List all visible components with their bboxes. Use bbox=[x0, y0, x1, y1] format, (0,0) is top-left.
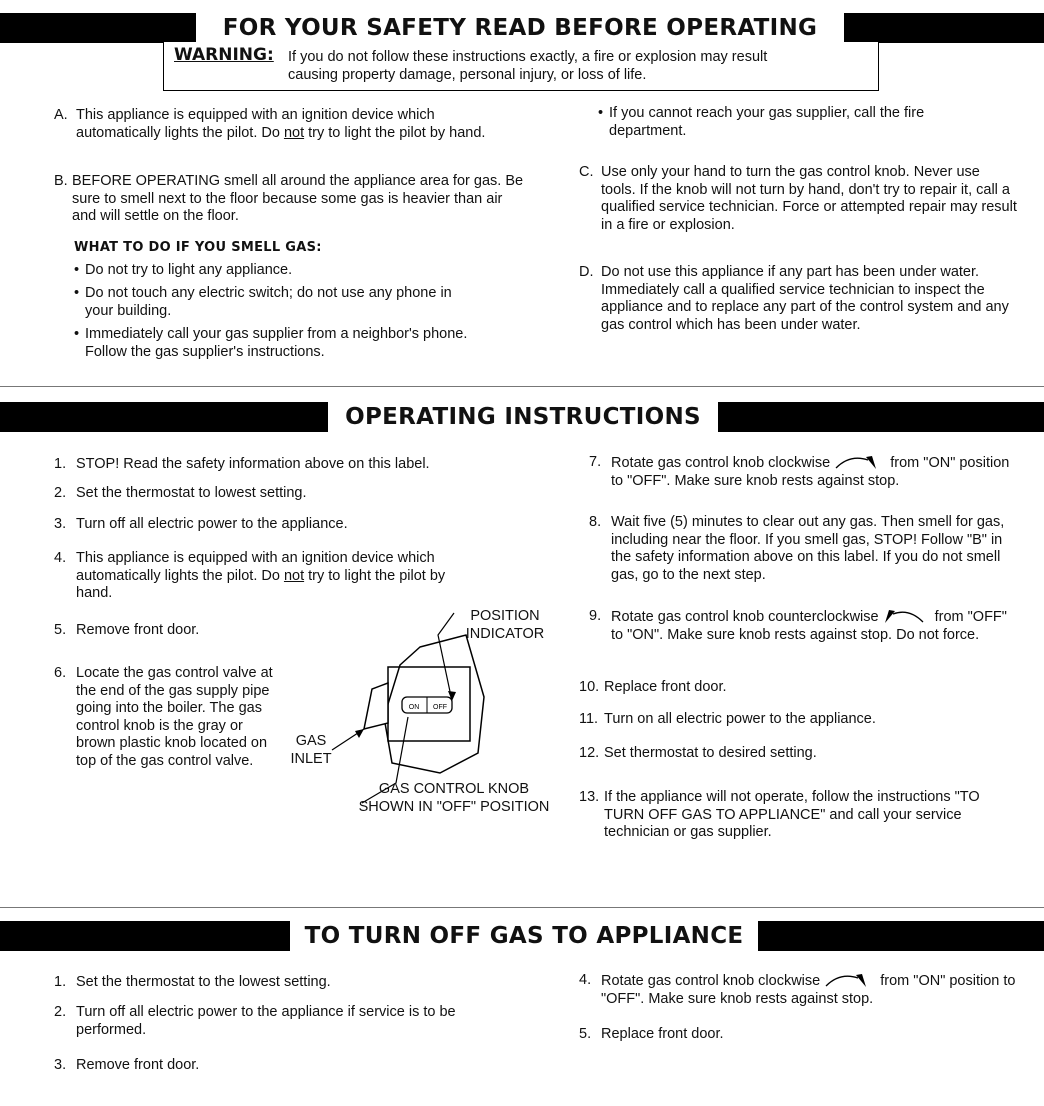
bullet-icon: • bbox=[74, 285, 80, 301]
turnoff-title: TO TURN OFF GAS TO APPLIANCE bbox=[290, 921, 758, 951]
step-number: 7. bbox=[589, 454, 602, 470]
gas-control-knob-label bbox=[346, 781, 562, 816]
operating-step bbox=[54, 516, 524, 534]
step-number: 6. bbox=[54, 665, 67, 681]
step-text: Turn off all electric power to the appliance if service is to be performed. bbox=[76, 1004, 456, 1038]
bullet-icon: • bbox=[74, 326, 80, 342]
step-number: 8. bbox=[589, 514, 602, 530]
step-text: Rotate gas control knob counterclockwise bbox=[611, 609, 879, 625]
section-divider bbox=[0, 907, 1044, 908]
smell-item bbox=[598, 105, 978, 140]
label-line: GAS CONTROL KNOB bbox=[378, 781, 530, 797]
operating-step bbox=[579, 789, 999, 842]
item-text: Use only your hand to turn the gas control knob. Never use tools. If the knob will not turn by hand, don't try to repair it, call a qualified service technician. Force or attempted repair may result in a fire or explosion. bbox=[601, 164, 1017, 233]
warning-label: WARNING: bbox=[174, 45, 274, 65]
bullet-text: If you cannot reach your gas supplier, call the fire department. bbox=[609, 105, 925, 139]
warning-box bbox=[163, 42, 879, 91]
smell-item bbox=[74, 285, 474, 320]
bullet-text: Do not try to light any appliance. bbox=[85, 262, 293, 278]
step-text: from "OFF" to "ON". Make sure knob rests against stop. Do not force. bbox=[611, 609, 1007, 643]
step-number: 4. bbox=[579, 972, 592, 988]
step-text: Rotate gas control knob clockwise bbox=[611, 455, 831, 471]
step-number: 3. bbox=[54, 516, 67, 532]
bullet-icon: • bbox=[74, 262, 80, 278]
item-label: B. bbox=[54, 173, 68, 189]
step-number: 5. bbox=[579, 1026, 592, 1042]
bullet-icon: • bbox=[598, 105, 604, 121]
step-number: 13. bbox=[579, 789, 600, 805]
step-number: 9. bbox=[589, 608, 602, 624]
operating-step bbox=[54, 485, 524, 503]
step-text: from "ON" position to "OFF". Make sure knob rests against stop. bbox=[611, 455, 1010, 489]
step-number: 11. bbox=[579, 711, 599, 727]
gas-inlet-label bbox=[286, 733, 336, 768]
safety-title: FOR YOUR SAFETY READ BEFORE OPERATING bbox=[196, 13, 844, 43]
gas-inlet-pipe bbox=[364, 683, 388, 729]
step-text: Rotate gas control knob clockwise bbox=[601, 973, 821, 989]
turnoff-step bbox=[54, 1004, 494, 1039]
counterclockwise-arrow-icon bbox=[881, 608, 929, 624]
operating-step bbox=[589, 454, 1019, 490]
operating-step bbox=[579, 679, 1009, 697]
step-text: STOP! Read the safety information above on this label. bbox=[76, 456, 430, 472]
item-text: try to light the pilot by hand. bbox=[304, 124, 486, 141]
step-text: Replace front door. bbox=[601, 1026, 724, 1042]
operating-step bbox=[579, 745, 1009, 763]
step-text: Remove front door. bbox=[76, 1057, 200, 1073]
item-text: smell all around the appliance area for gas. Be sure to smell next to the floor because some gas is heavier than air and will settle on the floor. bbox=[72, 173, 524, 224]
item-label: C. bbox=[579, 164, 594, 180]
label-line: POSITION bbox=[470, 608, 540, 624]
item-text: This appliance is equipped with an ignition device which automatically lights the pilot. Do bbox=[76, 107, 435, 141]
smell-gas-heading: WHAT TO DO IF YOU SMELL GAS: bbox=[74, 240, 322, 255]
step-number: 10. bbox=[579, 679, 600, 695]
step-number: 2. bbox=[54, 485, 67, 501]
label-line: GAS bbox=[295, 733, 327, 749]
safety-item-b bbox=[54, 173, 524, 226]
warning-text-line2: causing property damage, personal injury, or loss of life. bbox=[288, 67, 647, 83]
clockwise-arrow-icon bbox=[832, 454, 884, 470]
operating-step bbox=[54, 550, 474, 603]
turnoff-step bbox=[579, 972, 1019, 1008]
step-text: Wait five (5) minutes to clear out any gas. Then smell for gas, including near the floor. If you smell gas, STOP! Follow "B" in the safety information above on this label. If you do not smell gas, go to the next step. bbox=[611, 514, 1005, 583]
step-emphasis: not bbox=[283, 567, 305, 584]
safety-item-a bbox=[54, 107, 494, 142]
item-text: Do not use this appliance if any part has been under water. Immediately call a qualified service technician to inspect the appliance and to replace any part of the control system and any gas control which has been under water. bbox=[601, 264, 1009, 333]
turnoff-step bbox=[54, 1057, 514, 1075]
smell-item bbox=[74, 326, 494, 361]
operating-title: OPERATING INSTRUCTIONS bbox=[328, 402, 718, 432]
step-number: 2. bbox=[54, 1004, 67, 1020]
step-number: 3. bbox=[54, 1057, 67, 1073]
operating-step bbox=[589, 514, 1019, 584]
operating-step bbox=[589, 608, 1021, 644]
step-text: try to light the pilot by hand. bbox=[76, 567, 446, 601]
turnoff-step bbox=[579, 1026, 1019, 1044]
step-text: from "ON" position to "OFF". Make sure knob rests against stop. bbox=[601, 973, 1016, 1007]
warning-text-line1: If you do not follow these instructions exactly, a fire or explosion may result bbox=[288, 49, 768, 65]
smell-item bbox=[74, 262, 494, 280]
step-number: 5. bbox=[54, 622, 67, 638]
item-label: D. bbox=[579, 264, 594, 280]
step-text: Turn on all electric power to the appliance. bbox=[604, 711, 876, 727]
position-indicator-label bbox=[455, 608, 555, 643]
knob-on-label: ON bbox=[408, 704, 420, 711]
step-text: Remove front door. bbox=[76, 622, 200, 638]
bullet-text: Do not touch any electric switch; do not use any phone in your building. bbox=[85, 285, 452, 319]
label-line: SHOWN IN "OFF" POSITION bbox=[358, 798, 550, 815]
operating-step bbox=[579, 711, 1009, 729]
operating-step bbox=[54, 665, 284, 770]
step-number: 4. bbox=[54, 550, 67, 566]
step-text: Locate the gas control valve at the end of the gas supply pipe going into the boiler. The gas control knob is the gray or brown plastic knob located on top of the gas control valve. bbox=[76, 665, 273, 769]
step-text: This appliance is equipped with an ignition device which automatically lights the pilot. Do bbox=[76, 550, 435, 584]
step-text: If the appliance will not operate, follow the instructions "TO TURN OFF GAS TO APPLIANCE" and call your service technician or gas supplier. bbox=[604, 789, 980, 840]
step-number: 12. bbox=[579, 745, 600, 761]
label-line: INLET bbox=[290, 750, 332, 767]
item-lead: BEFORE OPERATING bbox=[72, 173, 220, 189]
label-line: INDICATOR bbox=[465, 625, 545, 642]
bullet-text: Immediately call your gas supplier from a neighbor's phone. Follow the gas supplier's instructions. bbox=[85, 326, 468, 360]
operating-step bbox=[54, 456, 524, 474]
position-indicator-leader bbox=[438, 613, 454, 701]
safety-item-d bbox=[579, 264, 1019, 334]
step-text: Set the thermostat to the lowest setting. bbox=[76, 974, 331, 990]
step-text: Set thermostat to desired setting. bbox=[604, 745, 817, 761]
turnoff-step bbox=[54, 974, 514, 992]
safety-item-c bbox=[579, 164, 1017, 234]
step-text: Set the thermostat to lowest setting. bbox=[76, 485, 307, 501]
clockwise-arrow-icon bbox=[822, 972, 874, 988]
step-number: 1. bbox=[54, 974, 67, 990]
step-number: 1. bbox=[54, 456, 67, 472]
knob-off-label: OFF bbox=[433, 704, 447, 711]
step-text: Turn off all electric power to the appliance. bbox=[76, 516, 348, 532]
section-divider bbox=[0, 386, 1044, 387]
step-text: Replace front door. bbox=[604, 679, 727, 695]
item-label: A. bbox=[54, 107, 68, 123]
item-emphasis: not bbox=[283, 124, 305, 141]
